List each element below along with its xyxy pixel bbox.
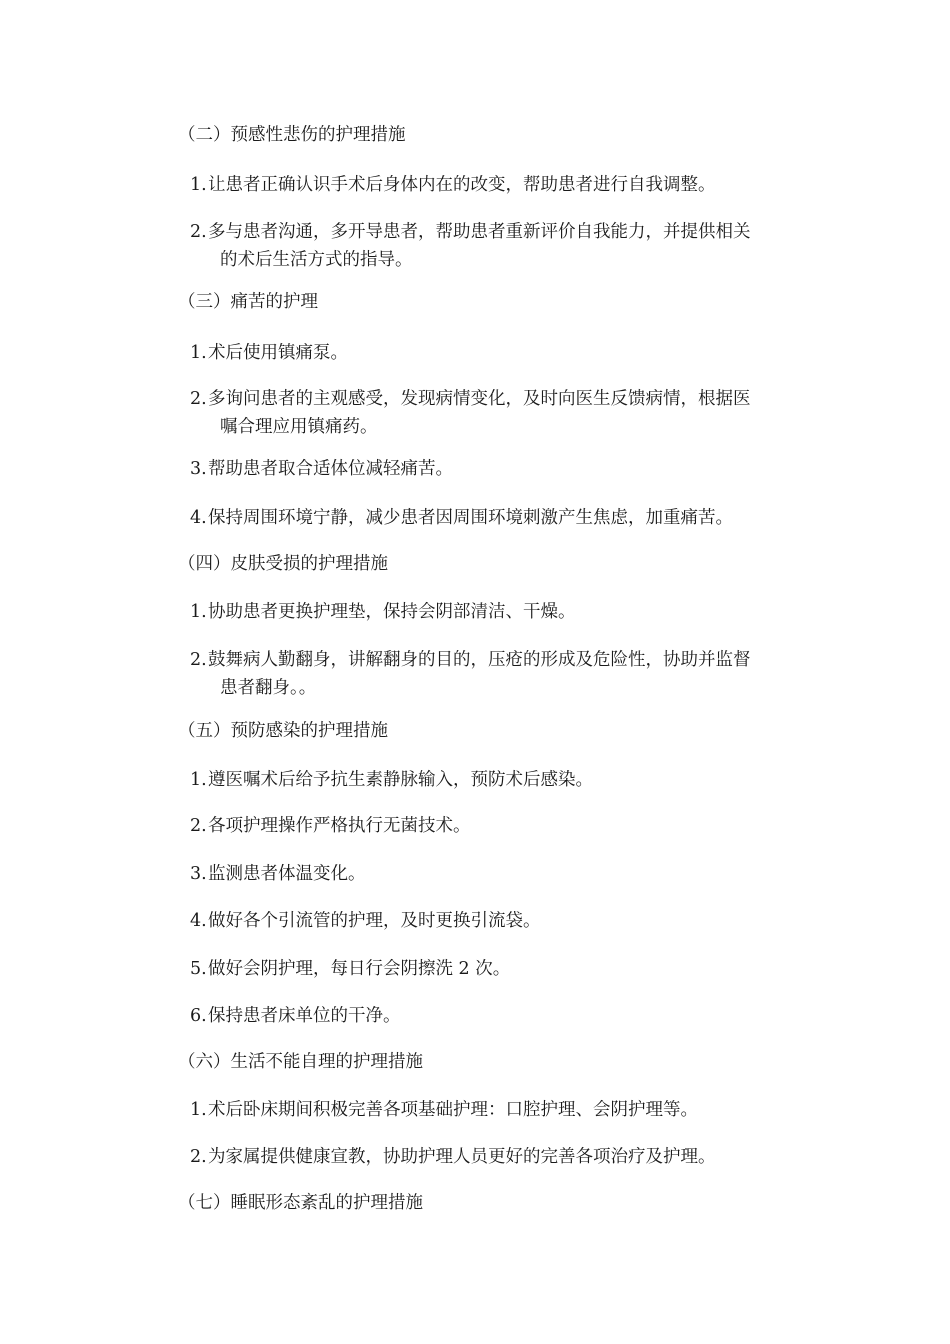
list-item-text (190, 907, 815, 935)
section-heading: （六）生活不能自理的护理措施 (178, 1052, 423, 1072)
list-item-number: 4. (190, 508, 207, 528)
list-item-line: 做好各个引流管的护理，及时更换引流袋。 (208, 911, 541, 931)
list-item-text (190, 955, 815, 983)
list-item-text (190, 1002, 815, 1030)
list-item-line: 鼓舞病人勤翻身，讲解翻身的目的，压疮的形成及危险性，协助并监督 (208, 650, 751, 670)
list-item-line: 各项护理操作严格执行无菌技术。 (208, 816, 471, 836)
list-item-number: 2. (190, 1147, 207, 1167)
list-item-text (190, 860, 815, 888)
list-item-number: 2. (190, 389, 207, 409)
list-item-number: 1. (190, 343, 207, 363)
list-item-text (190, 812, 815, 840)
list-item (190, 504, 815, 532)
list-item (190, 385, 815, 441)
list-item-number: 1. (190, 175, 207, 195)
list-item (190, 339, 815, 367)
section-heading: （五）预防感染的护理措施 (178, 721, 388, 741)
list-item-line: 保持患者床单位的干净。 (208, 1006, 401, 1026)
list-item-line: 为家属提供健康宣教，协助护理人员更好的完善各项治疗及护理。 (208, 1147, 716, 1167)
list-item-text (190, 504, 815, 532)
list-item-number: 2. (190, 816, 207, 836)
list-item (190, 598, 815, 626)
list-item (190, 171, 815, 199)
list-item-text (190, 455, 815, 483)
list-item (190, 812, 815, 840)
list-item (190, 907, 815, 935)
list-item-line: 多与患者沟通，多开导患者，帮助患者重新评价自我能力，并提供相关 (208, 222, 751, 242)
list-item-number: 1. (190, 602, 207, 622)
list-item-text (190, 218, 815, 274)
list-item-continuation-line: 的术后生活方式的指导。 (220, 250, 413, 270)
list-item-line: 监测患者体温变化。 (208, 864, 366, 884)
list-item-number: 1. (190, 770, 207, 790)
list-item (190, 1002, 815, 1030)
list-item-number: 1. (190, 1100, 207, 1120)
list-item-line: 多询问患者的主观感受，发现病情变化，及时向医生反馈病情，根据医 (208, 389, 751, 409)
list-item-text (190, 598, 815, 626)
section-heading: （三）痛苦的护理 (178, 292, 318, 312)
list-item-number: 2. (190, 222, 207, 242)
list-item-line: 做好会阴护理，每日行会阴擦洗 2 次。 (208, 959, 511, 979)
list-item (190, 218, 815, 274)
list-item-number: 4. (190, 911, 207, 931)
list-item-text (190, 339, 815, 367)
section-heading: （七）睡眠形态紊乱的护理措施 (178, 1193, 423, 1213)
list-item (190, 1143, 815, 1171)
list-item-line: 术后使用镇痛泵。 (208, 343, 348, 363)
list-item (190, 1096, 815, 1124)
list-item (190, 646, 815, 702)
section-heading: （四）皮肤受损的护理措施 (178, 554, 388, 574)
list-item-line: 让患者正确认识手术后身体内在的改变，帮助患者进行自我调整。 (208, 175, 716, 195)
list-item-line: 遵医嘱术后给予抗生素静脉输入，预防术后感染。 (208, 770, 593, 790)
list-item-number: 2. (190, 650, 207, 670)
list-item (190, 955, 815, 983)
list-item-number: 5. (190, 959, 207, 979)
list-item-text (190, 766, 815, 794)
list-item-number: 3. (190, 459, 207, 479)
list-item (190, 455, 815, 483)
list-item-continuation-line: 嘱合理应用镇痛药。 (220, 417, 378, 437)
list-item (190, 860, 815, 888)
section-heading: （二）预感性悲伤的护理措施 (178, 125, 406, 145)
list-item-text (190, 385, 815, 441)
list-item-line: 协助患者更换护理垫，保持会阴部清洁、干燥。 (208, 602, 576, 622)
list-item-text (190, 1143, 815, 1171)
list-item (190, 766, 815, 794)
list-item-number: 3. (190, 864, 207, 884)
list-item-line: 术后卧床期间积极完善各项基础护理：口腔护理、会阴护理等。 (208, 1100, 698, 1120)
list-item-text (190, 171, 815, 199)
list-item-continuation-line: 患者翻身。。 (220, 678, 317, 698)
list-item-text (190, 1096, 815, 1124)
list-item-line: 帮助患者取合适体位减轻痛苦。 (208, 459, 453, 479)
list-item-number: 6. (190, 1006, 207, 1026)
list-item-line: 保持周围环境宁静，减少患者因周围环境刺激产生焦虑，加重痛苦。 (208, 508, 733, 528)
list-item-text (190, 646, 815, 702)
